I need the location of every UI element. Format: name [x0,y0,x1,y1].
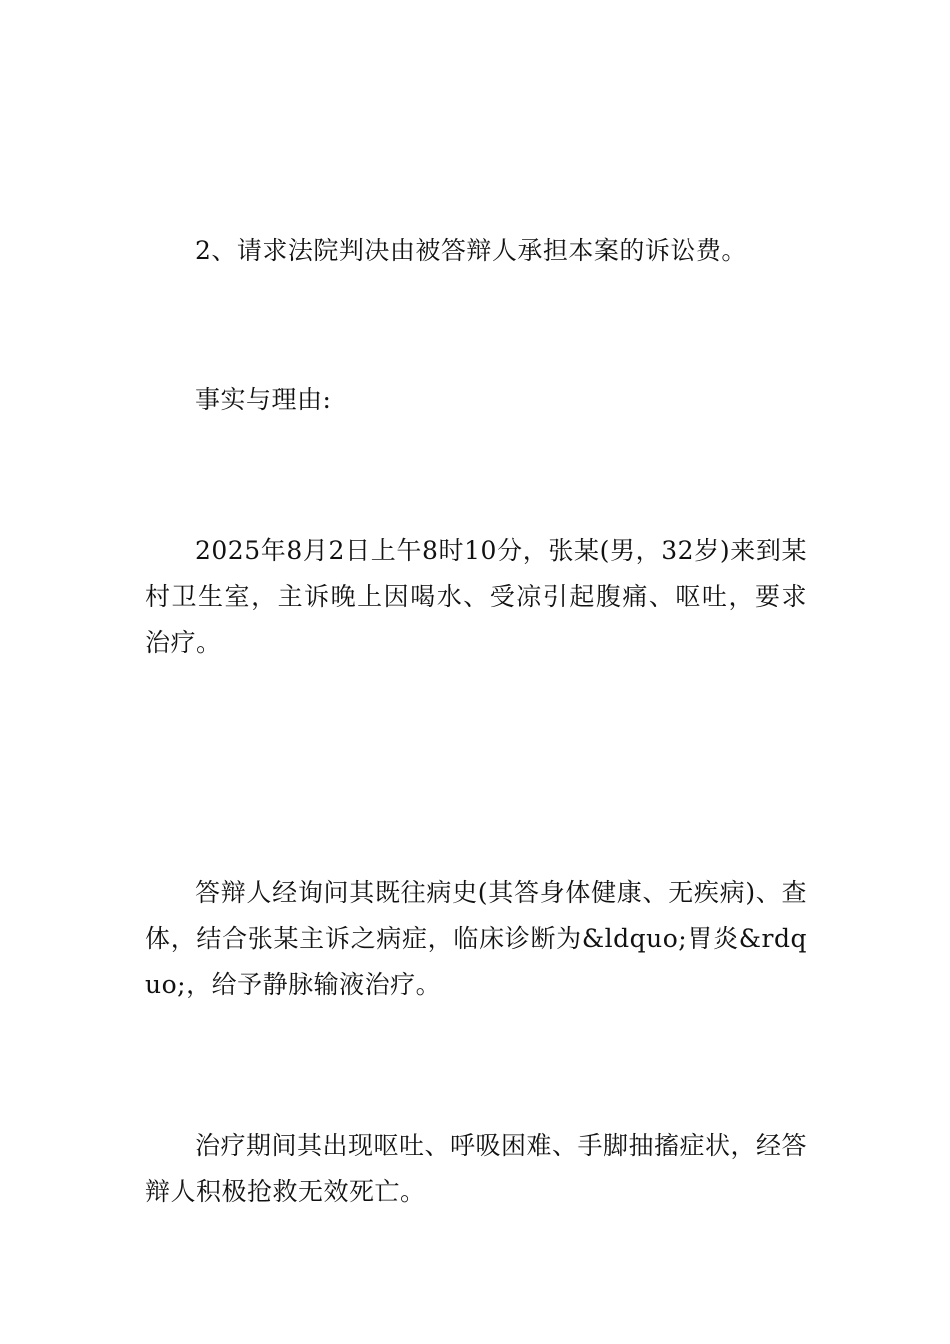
paragraph-outcome: 治疗期间其出现呕吐、呼吸困难、手脚抽搐症状，经答辩人积极抢救无效死亡。 [145,1131,808,1206]
paragraph-heading-facts-reasons: 事实与理由: [195,385,332,414]
paragraph-request-2: 2、请求法院判决由被答辩人承担本案的诉讼费。 [195,236,747,265]
paragraph-incident-description: 2025年8月2日上午8时10分，张某(男，32岁)来到某村卫生室，主诉晚上因喝水、受凉引起腹痛、呕吐，要求治疗。 [145,536,807,657]
paragraph-diagnosis: 答辩人经询问其既往病史(其答身体健康、无疾病)、查体，结合张某主诉之病症，临床诊断为&ldquo;胃炎&rdquo;，给予静脉输液治疗。 [145,878,807,999]
